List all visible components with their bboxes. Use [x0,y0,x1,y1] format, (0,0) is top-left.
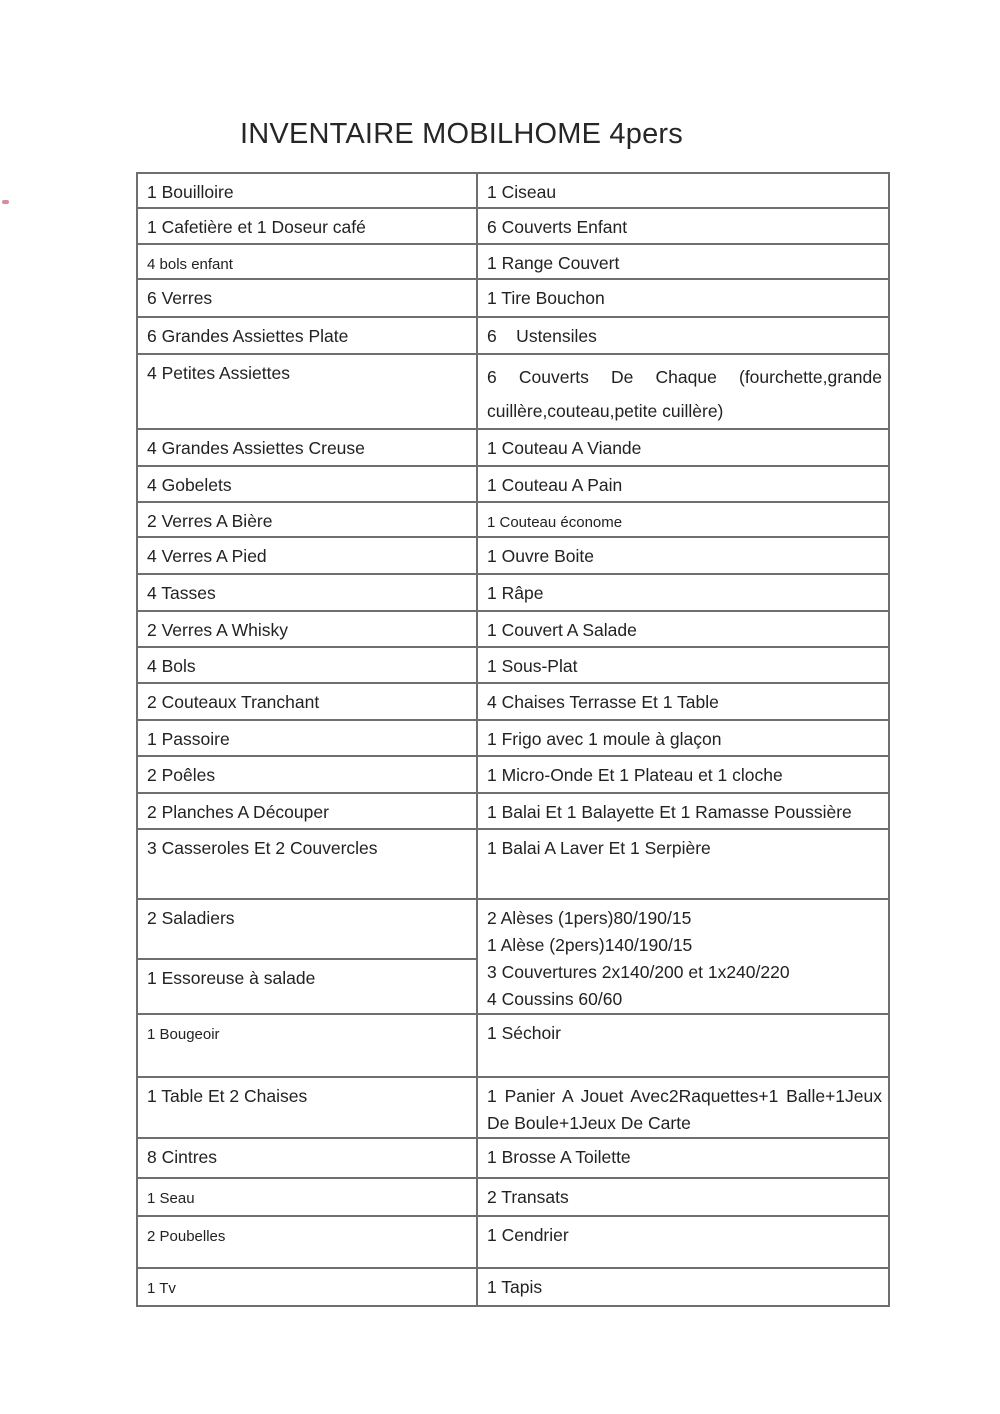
inventory-cell-left: 2 Planches A Découper [137,793,477,829]
inventory-table [136,172,890,1307]
inventory-cell-right: 1 Frigo avec 1 moule à glaçon [477,720,889,756]
inventory-cell-left: 2 Couteaux Tranchant [137,683,477,720]
inventory-cell-left: 6 Verres [137,279,477,317]
inventory-cell-left: 3 Casseroles Et 2 Couvercles [137,829,477,899]
table-row [137,574,889,611]
inventory-cell-left: 1 Tv [137,1268,477,1306]
inventory-cell-left: 2 Poêles [137,756,477,793]
table-row [137,1178,889,1216]
inventory-cell-right: 6 Couverts Enfant [477,208,889,244]
inventory-cell-right: 1 Panier A Jouet Avec2Raquettes+1 Balle+1Jeux De Boule+1Jeux De Carte [477,1077,889,1138]
cell-line: 1 Alèse (2pers)140/190/15 [487,935,693,955]
table-row [137,537,889,574]
inventory-cell-left: 1 Essoreuse à salade [137,959,477,1014]
cell-line: 4 Coussins 60/60 [487,989,623,1009]
table-row [137,279,889,317]
inventory-cell-right: 1 Couvert A Salade [477,611,889,647]
table-row [137,720,889,756]
table-row [137,1077,889,1138]
inventory-cell-left: 4 Grandes Assiettes Creuse [137,429,477,466]
table-row [137,354,889,429]
table-row [137,1014,889,1077]
inventory-cell-right: 1 Sous-Plat [477,647,889,683]
inventory-cell-left: 1 Bougeoir [137,1014,477,1077]
inventory-cell-left: 1 Seau [137,1178,477,1216]
table-row [137,1138,889,1178]
inventory-cell-left: 1 Passoire [137,720,477,756]
inventory-cell-left: 4 Tasses [137,574,477,611]
table-row [137,756,889,793]
inventory-cell-left: 4 bols enfant [137,244,477,279]
inventory-cell-left: 2 Poubelles [137,1216,477,1268]
table-row [137,502,889,537]
inventory-cell-right: 1 Couteau A Viande [477,429,889,466]
inventory-cell-right: 1 Tire Bouchon [477,279,889,317]
cell-line: 2 Alèses (1pers)80/190/15 [487,908,692,928]
inventory-cell-right: 4 Chaises Terrasse Et 1 Table [477,683,889,720]
inventory-cell-right: 1 Micro-Onde Et 1 Plateau et 1 cloche [477,756,889,793]
table-row [137,611,889,647]
table-row [137,173,889,208]
inventory-cell-right: 1 Ciseau [477,173,889,208]
inventory-cell-left: 4 Gobelets [137,466,477,502]
inventory-cell-left: 2 Verres A Bière [137,502,477,537]
table-row [137,1216,889,1268]
inventory-cell-right: 6 Ustensiles [477,317,889,354]
inventory-cell-right: 1 Couteau économe [477,502,889,537]
inventory-cell-left: 1 Bouilloire [137,173,477,208]
inventory-cell-right: 1 Balai Et 1 Balayette Et 1 Ramasse Poussière [477,793,889,829]
inventory-cell-left: 1 Table Et 2 Chaises [137,1077,477,1138]
inventory-cell-right: 1 Ouvre Boite [477,537,889,574]
table-row [137,317,889,354]
table-row [137,429,889,466]
inventory-cell-left: 1 Cafetière et 1 Doseur café [137,208,477,244]
table-row [137,208,889,244]
table-row [137,1268,889,1306]
table-row [137,683,889,720]
inventory-cell-left: 6 Grandes Assiettes Plate [137,317,477,354]
inventory-cell-right: 1 Range Couvert [477,244,889,279]
inventory-cell-right: 1 Séchoir [477,1014,889,1077]
inventory-cell-left: 4 Bols [137,647,477,683]
table-row [137,466,889,502]
inventory-cell-right: 1 Râpe [477,574,889,611]
page-title: INVENTAIRE MOBILHOME 4pers [240,118,683,150]
inventory-cell-right: 1 Couteau A Pain [477,466,889,502]
inventory-cell-left: 4 Petites Assiettes [137,354,477,429]
table-row [137,829,889,899]
table-row [137,647,889,683]
inventory-cell-left: 2 Verres A Whisky [137,611,477,647]
table-row [137,244,889,279]
inventory-cell-left: 4 Verres A Pied [137,537,477,574]
table-row [137,793,889,829]
table-row [137,899,889,959]
cell-line: 3 Couvertures 2x140/200 et 1x240/220 [487,962,790,982]
inventory-cell-right: 1 Balai A Laver Et 1 Serpière [477,829,889,899]
inventory-cell-right: 6 Couverts De Chaque (fourchette,grande cuillère,couteau,petite cuillère) [477,354,889,429]
inventory-cell-right: 1 Brosse A Toilette [477,1138,889,1178]
inventory-cell-left: 8 Cintres [137,1138,477,1178]
inventory-cell-right: 1 Cendrier [477,1216,889,1268]
inventory-cell-right: 1 Tapis [477,1268,889,1306]
scan-artifact-mark [2,200,9,204]
inventory-cell-right: 2 Transats [477,1178,889,1216]
inventory-cell-right [477,899,889,1014]
inventory-table-body [137,173,889,1306]
inventory-cell-left: 2 Saladiers [137,899,477,959]
